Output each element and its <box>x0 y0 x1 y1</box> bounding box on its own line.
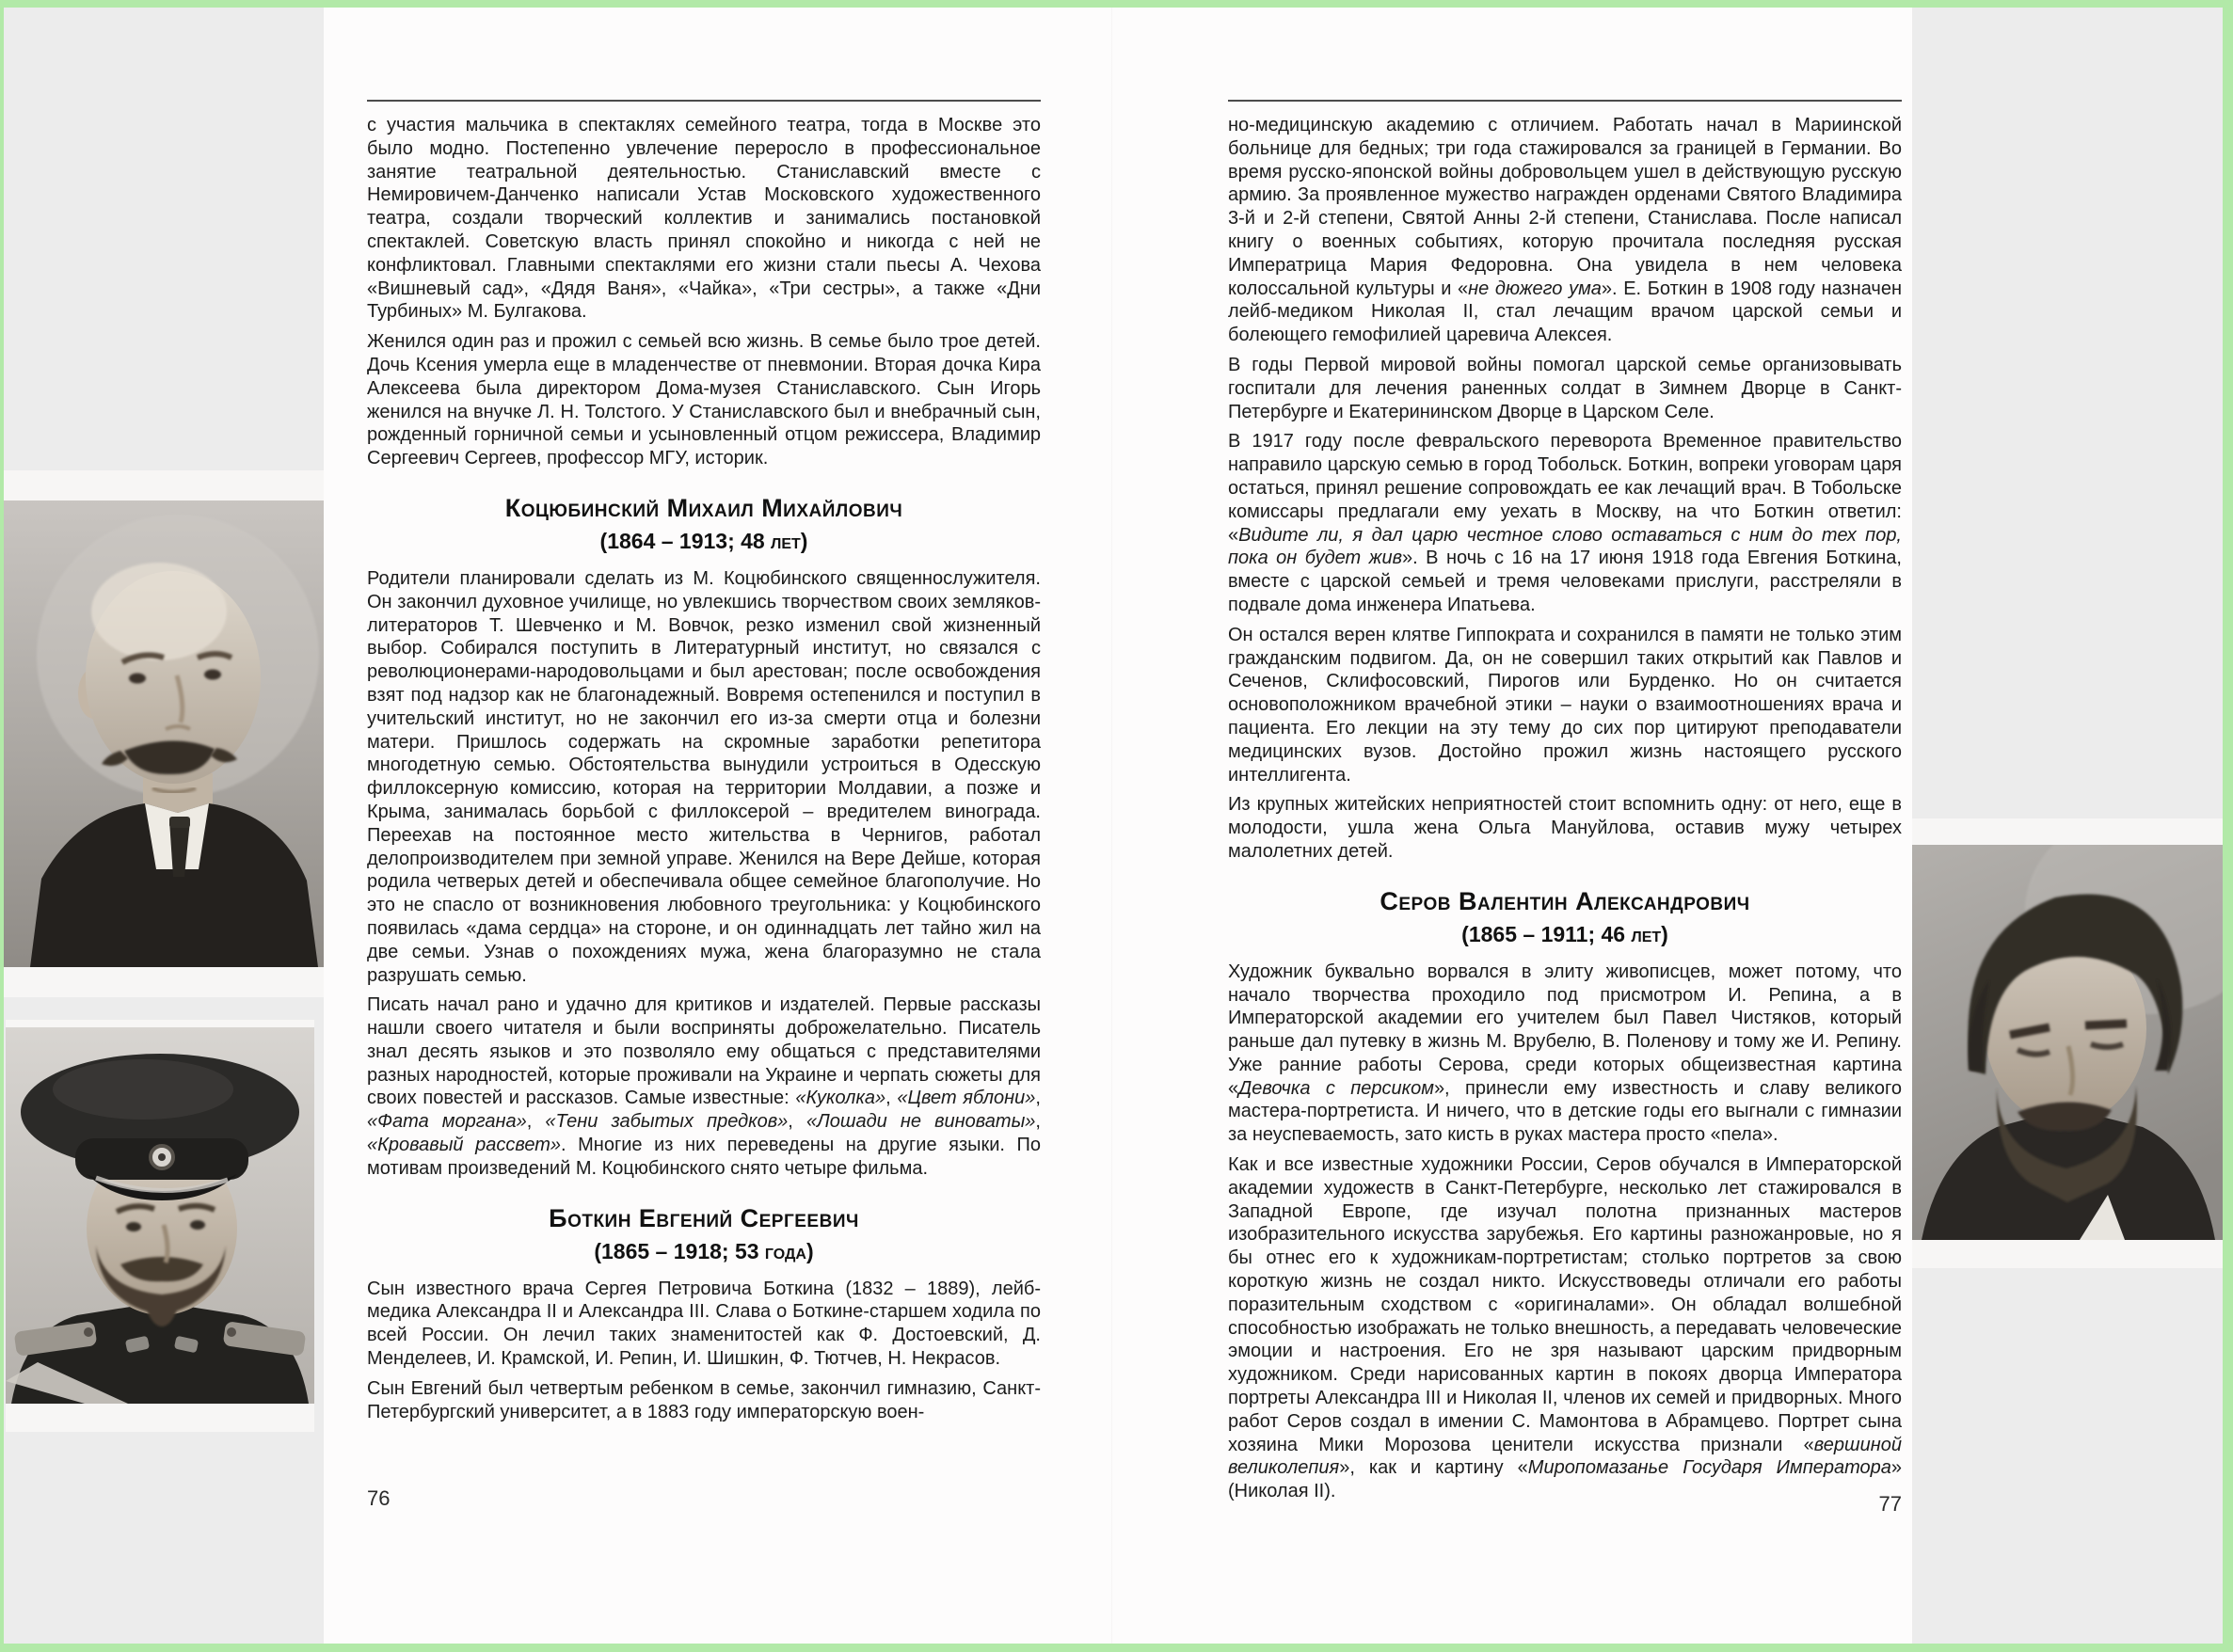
right-page-text <box>1228 114 1902 1503</box>
paragraph: Сын Евгений был четвертым ребенком в семье, закончил гимназию, Санкт-Петербургский университет, а в 1883 году императорскую воен- <box>367 1377 1041 1422</box>
page-number-left: 76 <box>367 1486 391 1510</box>
person-dates: (1865 – 1918; 53 года) <box>594 1238 814 1263</box>
header-rule-right <box>1228 100 1902 102</box>
person-name: Коцюбинский Михаил Михайлович <box>504 493 903 522</box>
paragraph: Он остался верен клятве Гиппократа и сохранился в памяти не только этим гражданским подвигом. Да, он не совершил таких открытий как Павлов и Сеченов, Склифосовский, Пирогов или Бурденко. Но он считается основоположником врачебной этики – науки о взаимоотношениях врача и пациента. Его лекции на эту тему до сих пор цитируют преподаватели медицинских вузов. Достойно прожил жизнь настоящего русского интеллигента. <box>1228 624 1902 786</box>
paragraph: Из крупных житейских неприятностей стоит вспомнить одну: от него, еще в молодости, ушла жена Ольга Мануйлова, оставив мужу четырех малолетних детей. <box>1228 794 1902 862</box>
section-heading <box>367 493 1041 554</box>
person-dates: (1865 – 1911; 46 лет) <box>1461 921 1668 946</box>
photo-frame-top-left <box>4 470 324 997</box>
right-photo-panel <box>1912 8 2223 1644</box>
person-name: Серов Валентин Александрович <box>1380 886 1750 915</box>
paragraph: Художник буквально ворвался в элиту живописцев, может потому, что начало творчества проходило под присмотром И. Репина, а в Императорской академии его учителем был Павел Чистяков, который раньше дал путевку в жизнь М. Врубелю, В. Поленову и тому же И. Репину. Уже ранние работы Серова, среди которых общеизвестная картина «Девочка с персиком», принесли ему известность и славу великого мастера-портретиста. И ничего, что в детские годы его выгнали с гимназии за неуспеваемость, зато кисть в руках мастера просто «пела». <box>1228 961 1902 1146</box>
right-page-column <box>1228 100 1902 1510</box>
paragraph: Как и все известные художники России, Серов обучался в Императорской академии художеств в Санкт-Петербурге, несколько лет стажировался в Западной Европе, где изучал полотна признанных мастеров изобразительного искусства зарубежья. Его картины разножанровые, но я бы отнес его к художникам-портретистам; столько портретов за свою короткую жизнь не создал никто. Искусствоведы отличали его работы поразительным сходством с «оригиналами». Он обладал волшебной способностью изображать не только внешность, а передавать человеческие эмоции и настроения. Его не зря называют царским придворным художником. Среди нарисованных картин в покоях дворца Императора портреты Александра III и Николая II, членов их семей и придворных. Много работ Серов создал в имении С. Мамонтова в Абрамцево. Портрет сына хозяина Мики Морозова ценители искусства признали «вершиной великолепия», как и картину «Миропомазанье Государя Императора» (Николая II). <box>1228 1154 1902 1502</box>
section-heading <box>1228 886 1902 947</box>
page-76 <box>324 8 1112 1644</box>
paragraph: Писать начал рано и удачно для критиков и издателей. Первые рассказы нашли своего читателя и были восприняты доброжелательно. Писатель знал десять языков и это позволяло ему общаться с представителями разных народностей, которые проживали на Украине и черпать сюжеты для своих повестей и рассказов. Самые известные: «Куколка», «Цвет яблони», «Фата моргана», «Тени забытых предков», «Лошади не виноваты», «Кровавый рассвет». Многие из них переведены на другие языки. По мотивам произведений М. Коцюбинского снято четыре фильма. <box>367 994 1041 1179</box>
portrait-photo-serov <box>1912 845 2223 1240</box>
paragraph: с участия мальчика в спектаклях семейного театра, тогда в Москве это было модно. Постепенно увлечение переросло в профессиональное занятие театральной деятельностью. Станиславский вместе с Немировичем-Данченко написали Устав Московского художественного театра, создали творческий коллектив и занимались постановкой спектаклей. Советскую власть принял спокойно и никогда с ней не конфликтовал. Главными спектаклями его жизни стали пьесы А. Чехова «Вишневый сад», «Дядя Ваня», «Чайка», «Три сестры», а также «Дни Турбиных» М. Булгакова. <box>367 115 1041 323</box>
paragraph: В годы Первой мировой войны помогал царской семье организовывать госпитали для лечения раненных солдат в Зимнем Дворце в Санкт-Петербурге и Екатерининском Дворце в Царском Селе. <box>1228 354 1902 422</box>
page-77 <box>1112 8 1912 1644</box>
header-rule-left <box>367 100 1041 102</box>
paragraph: В 1917 году после февральского переворота Временное правительство направило царскую семью в город Тобольск. Боткин, вопреки уговорам царя остаться, принял решение сопровождать ее как лечащий врач. В Тобольске комиссары предлагали ему уехать в Москву, на что Боткин ответил: «Видите ли, я дал царю честное слово оставаться с ним до тех пор, пока он будет жив». В ночь с 16 на 17 июня 1918 года Евгения Боткина, вместе с царской семьей и тремя человеками прислуги, расстреляли в подвале дома инженера Ипатьева. <box>1228 431 1902 615</box>
portrait-photo-botkin <box>6 1027 314 1404</box>
page-number-right: 77 <box>1878 1492 1902 1516</box>
section-heading <box>367 1203 1041 1264</box>
paragraph: Родители планировали сделать из М. Коцюбинского священнослужителя. Он закончил духовное училище, но увлекшись творчеством своих земляков-литераторов Т. Шевченко и М. Вовчок, резко изменил свой жизненный выбор. Собирался поступить в Литературный институт, но связался с революционерами-народовольцами и был арестован; после освобождения взят под надзор как не благонадежный. Вовремя остепенился и поступил в учительский институт, но не закончил его из-за смерти отца и болезни матери. Пришлось содержать на скромные заработки репетитора многодетную семью. Обстоятельства вынудили устроиться в Одесскую филлоксерную комиссию, которая на территории Молдавии, а позже и Крыма, занималась борьбой с филлоксерой – вредителем винограда. Переехав на постоянное место жительства в Чернигов, работал делопроизводителем при земной управе. Женился на Вере Дейше, которая родила четверых детей и обеспечивала общее семейное благополучие. Но это не спасло от возникновения любовного треугольника: у Коцюбинского появилась «дама сердца» на стороне, и он одиннадцать лет тайно жил на две семьи. Узнав о похождениях мужа, жена благоразумно не стала разрушать семью. <box>367 567 1041 986</box>
photo-frame-bottom-left <box>6 1020 314 1432</box>
photo-frame-right <box>1912 818 2223 1268</box>
person-name: Боткин Евгений Сергеевич <box>549 1203 859 1232</box>
paragraph: Женился один раз и прожил с семьей всю жизнь. В семье было трое детей. Дочь Ксения умерла еще в младенчестве от пневмонии. Вторая дочка Кира Алексеева была директором Дома-музея Станиславского. Сын Игорь женился на внучке Л. Н. Толстого. У Станиславского был и внебрачный сын, рожденный горничной семьи и усыновленный отцом режиссера, Владимир Сергеевич Сергеев, профессор МГУ, историк. <box>367 331 1041 469</box>
paragraph: но-медицинскую академию с отличием. Работать начал в Мариинской больнице для бедных; три года стажировался за границей в Германии. Во время русско-японской войны добровольцем ушел в действующую русскую армию. За проявленное мужество награжден орденами Святого Владимира 3-й и 2-й степени, Святой Анны 2-й степени, Станислава. После написал книгу о военных событиях, которую прочитала последняя русская Императрица Мария Федоровна. Она увидела в нем человека колоссальной культуры и «не дюжего ума». Е. Боткин в 1908 году назначен лейб-медиком Николая II, стал лечащим врачом царской семьи и болеющего гемофилией царевича Алексея. <box>1228 115 1902 346</box>
left-page-column <box>367 100 1041 1430</box>
portrait-photo-kotsiubynsky <box>4 500 324 967</box>
person-dates: (1864 – 1913; 48 лет) <box>599 528 808 553</box>
left-page-text <box>367 114 1041 1423</box>
left-photo-panel <box>4 8 324 1644</box>
paragraph: Сын известного врача Сергея Петровича Боткина (1832 – 1889), лейб-медика Александра II и Александра III. Слава о Боткине-старшем ходила по всей России. Он лечил таких знаменитостей как Ф. Достоевский, Д. Менделеев, И. Крамской, И. Репин, И. Шишкин, Ф. Тютчев, Н. Некрасов. <box>367 1278 1041 1370</box>
